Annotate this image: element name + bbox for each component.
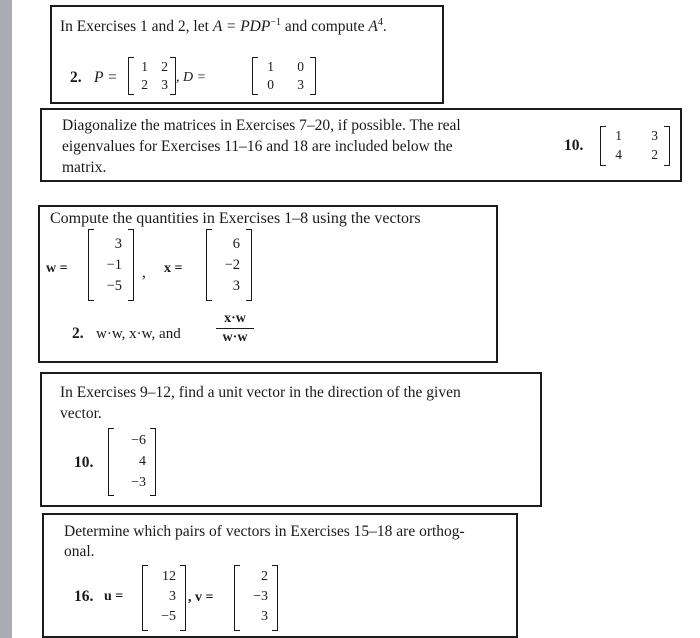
matrix-p-label: P = — [94, 69, 118, 86]
problem-box-1 — [50, 5, 444, 104]
problem-1-number: 2. — [70, 69, 82, 86]
vector-separator-comma: , — [142, 264, 146, 281]
problem-2-line-3: matrix. — [62, 159, 107, 176]
problem-4-line-1: In Exercises 9–12, find a unit vector in the direction of the given — [60, 384, 461, 401]
problem-box-3 — [38, 205, 498, 363]
vector-x: 6 −2 3 — [206, 229, 252, 301]
vector-u-label: u = — [104, 589, 124, 604]
vector-x-label: x = — [164, 261, 183, 276]
problem-3-prompt: Compute the quantities in Exercises 1–8 using the vectors — [50, 210, 421, 227]
left-sidebar-strip — [0, 0, 12, 638]
vector-v: 2 −3 3 — [234, 565, 278, 631]
problem-4-line-2: vector. — [60, 405, 102, 422]
problem-3-number: 2. — [72, 325, 84, 342]
vector-w-label: w = — [46, 261, 68, 276]
matrix-p: 1 2 2 3 — [128, 57, 176, 95]
problem-1-prompt: In Exercises 1 and 2, let $A = PDP^{-1}$ and compute $A^4$. — [60, 16, 387, 35]
matrix-d: 1 0 0 3 — [252, 57, 316, 95]
problem-box-5 — [42, 513, 518, 638]
problem-3-item: w·w, x·w, and — [96, 326, 181, 342]
matrix-d-label: , D = — [176, 70, 207, 85]
vector-v-label: , v = — [188, 590, 214, 605]
problem-box-2 — [40, 108, 682, 182]
problem-2-line-1: Diagonalize the matrices in Exercises 7–20, if possible. The real — [62, 117, 461, 134]
problem-5-line-1: Determine which pairs of vectors in Exercises 15–18 are orthog- — [64, 523, 465, 540]
fraction-xw-over-ww: x·w w·w — [216, 310, 254, 347]
problem-4-number: 10. — [74, 454, 94, 471]
problem-5-line-2: onal. — [64, 543, 95, 560]
vector-unit-direction: −6 4 −3 — [108, 428, 156, 496]
problem-2-line-2: eigenvalues for Exercises 11–16 and 18 are included below the — [62, 138, 453, 155]
problem-2-number: 10. — [564, 137, 584, 154]
matrix-diagonalize: 1 3 4 2 — [600, 126, 670, 166]
problem-5-number: 16. — [74, 588, 94, 605]
problem-box-4 — [40, 372, 542, 507]
vector-u: 12 3 −5 — [142, 565, 186, 631]
vector-w: 3 −1 −5 — [88, 229, 134, 301]
